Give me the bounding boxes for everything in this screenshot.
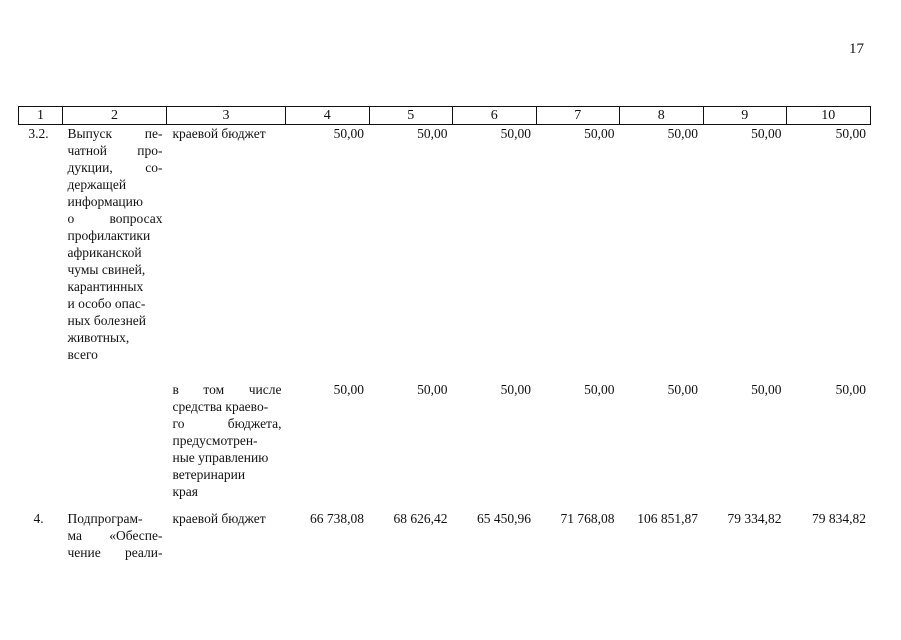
column-header: 7 [536, 107, 620, 125]
row-number: 4. [33, 511, 44, 526]
row-number [19, 381, 63, 510]
cell-text-line: всего [67, 347, 98, 362]
cell-text-line [68, 544, 163, 561]
column-header: 8 [620, 107, 704, 125]
cell-text-line: ветеринарии [172, 467, 246, 482]
cell-word: «Обеспе- [109, 528, 163, 543]
cell-word: со- [145, 160, 163, 175]
column-header: 5 [369, 107, 453, 125]
table-row [19, 125, 871, 382]
cell-text-line: держащей [67, 177, 127, 192]
cell-text-line [68, 210, 163, 227]
cell-text-line [68, 125, 163, 142]
amount-cell: 106 851,87 [637, 511, 698, 526]
cell-word: го [172, 416, 185, 431]
measure-name [63, 381, 167, 510]
amount-cell: 50,00 [500, 126, 531, 141]
cell-word: о [67, 211, 75, 226]
cell-text-line [68, 159, 163, 176]
cell-text-line: животных, [67, 330, 130, 345]
column-header: 9 [703, 107, 787, 125]
cell-word: пе- [144, 126, 163, 141]
budget-table [18, 106, 871, 561]
cell-word: реали- [125, 545, 163, 560]
cell-text-line: Подпрограм- [67, 511, 143, 526]
cell-text-line [173, 415, 282, 432]
amount-cell: 68 626,42 [393, 511, 448, 526]
amount-cell: 50,00 [417, 126, 448, 141]
page-number: 17 [849, 41, 864, 57]
funding-source [167, 510, 286, 561]
amount-cell: 50,00 [333, 382, 364, 397]
cell-word: Выпуск [67, 126, 113, 141]
cell-word: в [172, 382, 179, 397]
column-header: 4 [286, 107, 370, 125]
column-header: 10 [787, 107, 871, 125]
cell-word: чение [67, 545, 101, 560]
funding-source [167, 125, 286, 382]
amount-cell: 50,00 [500, 382, 531, 397]
amount-cell: 50,00 [584, 382, 615, 397]
amount-cell: 79 834,82 [812, 511, 866, 526]
amount-cell: 50,00 [835, 382, 866, 397]
amount-cell: 50,00 [417, 382, 448, 397]
measure-name [63, 510, 167, 561]
cell-word: вопросах [109, 211, 163, 226]
cell-text-line: профилактики [67, 228, 151, 243]
cell-text-line: чумы свиней, [67, 262, 146, 277]
cell-text-line: карантинных [67, 279, 144, 294]
funding-source [167, 381, 286, 510]
cell-text-line: ных болезней [67, 313, 147, 328]
cell-text-line: и особо опас- [67, 296, 146, 311]
column-header: 3 [167, 107, 286, 125]
amount-cell: 50,00 [667, 126, 698, 141]
cell-text-line [68, 527, 163, 544]
cell-text-line: средства краево- [172, 399, 269, 414]
column-header: 6 [453, 107, 537, 125]
column-header: 2 [63, 107, 167, 125]
row-number: 3.2. [28, 126, 49, 141]
cell-word: про- [137, 143, 163, 158]
amount-cell: 50,00 [667, 382, 698, 397]
cell-text-line: краевой бюджет [172, 126, 266, 141]
amount-cell: 50,00 [751, 382, 782, 397]
column-header: 1 [19, 107, 63, 125]
measure-name [63, 125, 167, 382]
amount-cell: 66 738,08 [310, 511, 364, 526]
cell-text-line: информацию [67, 194, 143, 209]
amount-cell: 65 450,96 [477, 511, 531, 526]
cell-word: ма [67, 528, 82, 543]
cell-text-line: африканской [67, 245, 142, 260]
header-row [19, 107, 871, 125]
amount-cell: 79 334,82 [727, 511, 782, 526]
cell-word: бюджета, [227, 416, 282, 431]
table-row [19, 510, 871, 561]
cell-text-line: края [172, 484, 199, 499]
cell-word: дукции, [67, 160, 113, 175]
amount-cell: 71 768,08 [560, 511, 615, 526]
amount-cell: 50,00 [333, 126, 364, 141]
table-row [19, 381, 871, 510]
amount-cell: 50,00 [584, 126, 615, 141]
cell-text-line: ные управлению [172, 450, 269, 465]
amount-cell: 50,00 [751, 126, 782, 141]
cell-word: чатной [67, 143, 108, 158]
amount-cell: 50,00 [835, 126, 866, 141]
cell-text-line: предусмотрен- [172, 433, 258, 448]
cell-word: числе [248, 382, 282, 397]
cell-word: том [203, 382, 225, 397]
cell-text-line [173, 381, 282, 398]
cell-text-line: краевой бюджет [172, 511, 266, 526]
cell-text-line [68, 142, 163, 159]
